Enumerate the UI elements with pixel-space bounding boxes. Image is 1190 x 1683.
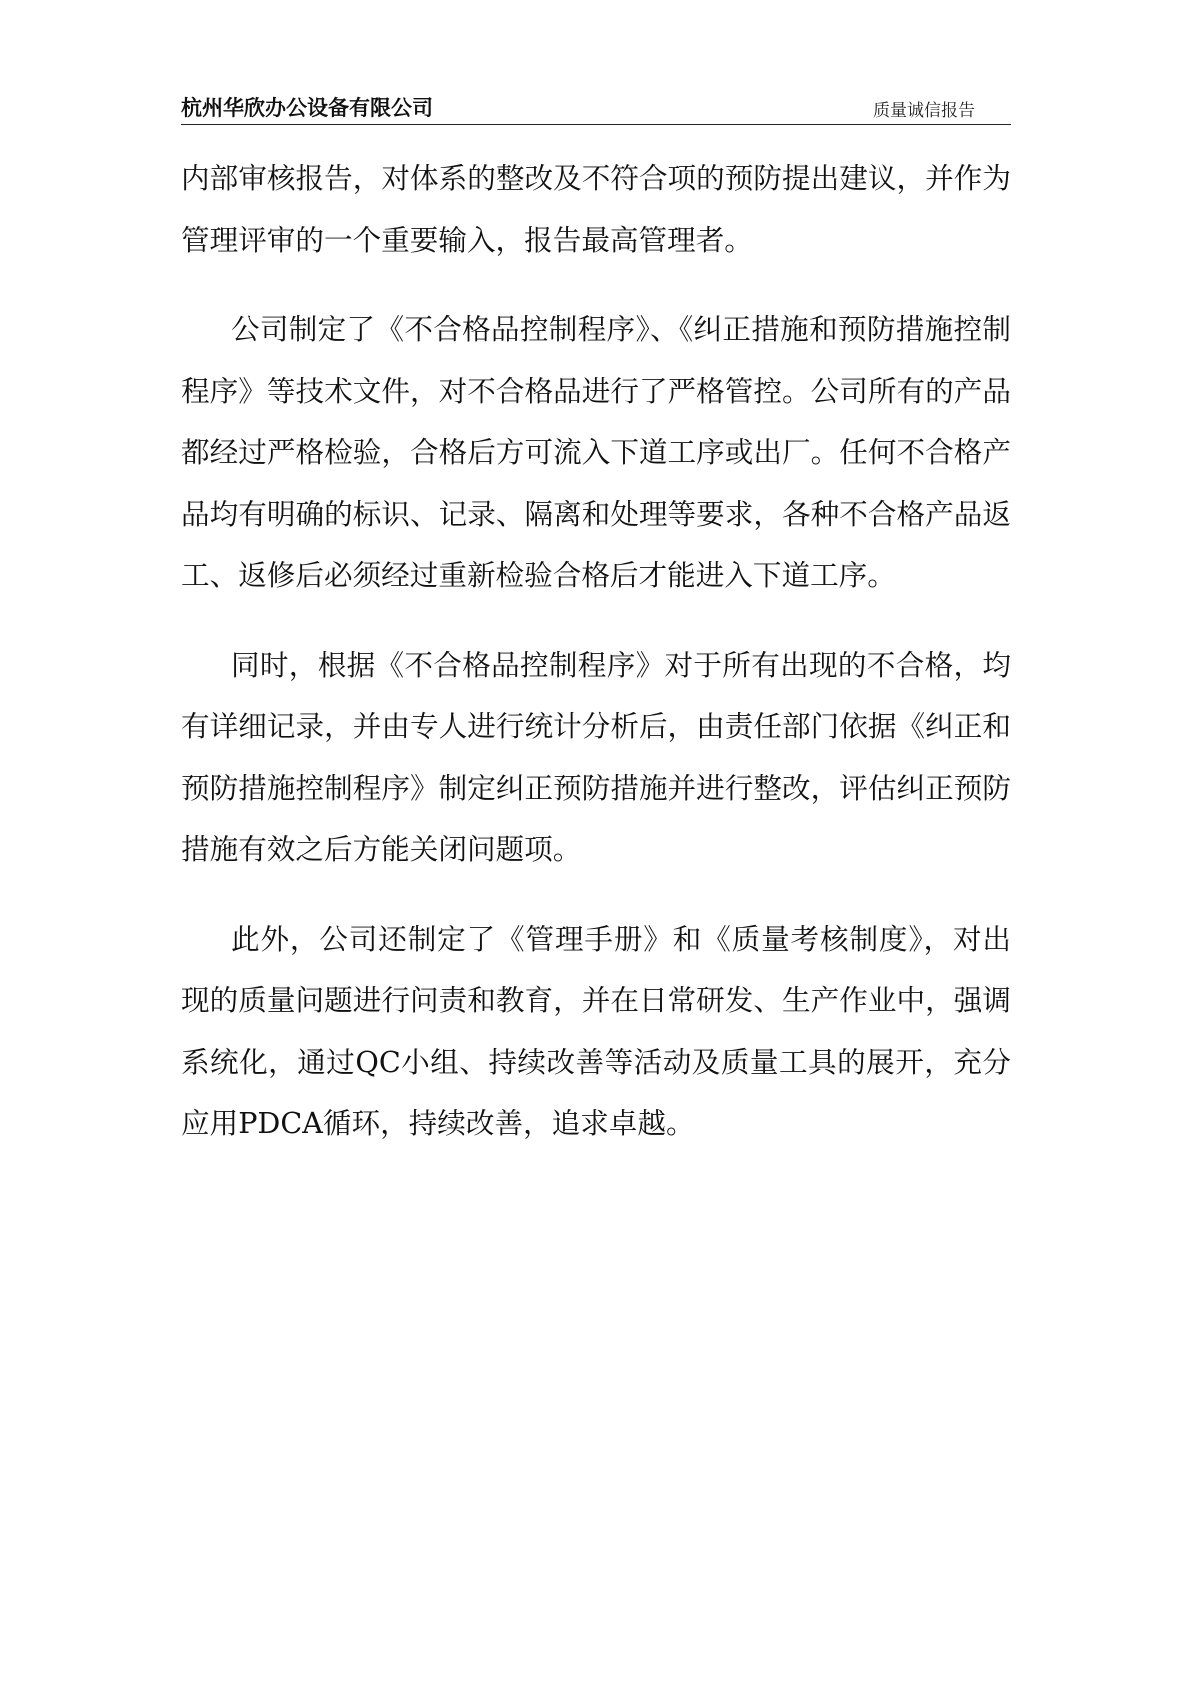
paragraph-internal-audit: 内部审核报告，对体系的整改及不符合项的预防提出建议，并作为管理评审的一个重要输入，报告最高管理者。: [181, 161, 1011, 257]
company-name: 杭州华欣办公设备有限公司: [181, 96, 433, 120]
document-body: [181, 148, 1011, 1183]
page-header: [181, 88, 1011, 125]
paragraph-corrective-actions: 同时，根据《不合格品控制程序》对于所有出现的不合格，均有详细记录，并由专人进行统计分析后，由责任部门依据《纠正和预防措施控制程序》制定纠正预防措施并进行整改，评估纠正预防措施有效之后方能关闭问题项。: [181, 647, 1011, 866]
paragraph-nonconforming-control: 公司制定了《不合格品控制程序》、《纠正措施和预防措施控制程序》等技术文件，对不合格品进行了严格管控。公司所有的产品都经过严格检验，合格后方可流入下道工序或出厂。任何不合格产品均有明确的标识、记录、隔离和处理等要求，各种不合格产品返工、返修后必须经过重新检验合格后才能进入下道工序。: [181, 312, 1011, 592]
report-title: 质量诚信报告: [873, 101, 975, 121]
paragraph-quality-management: 此外，公司还制定了《管理手册》和《质量考核制度》，对出现的质量问题进行问责和教育，并在日常研发、生产作业中，强调系统化，通过QC小组、持续改善等活动及质量工具的展开，充分应用PDCA循环，持续改善，追求卓越。: [181, 921, 1011, 1140]
